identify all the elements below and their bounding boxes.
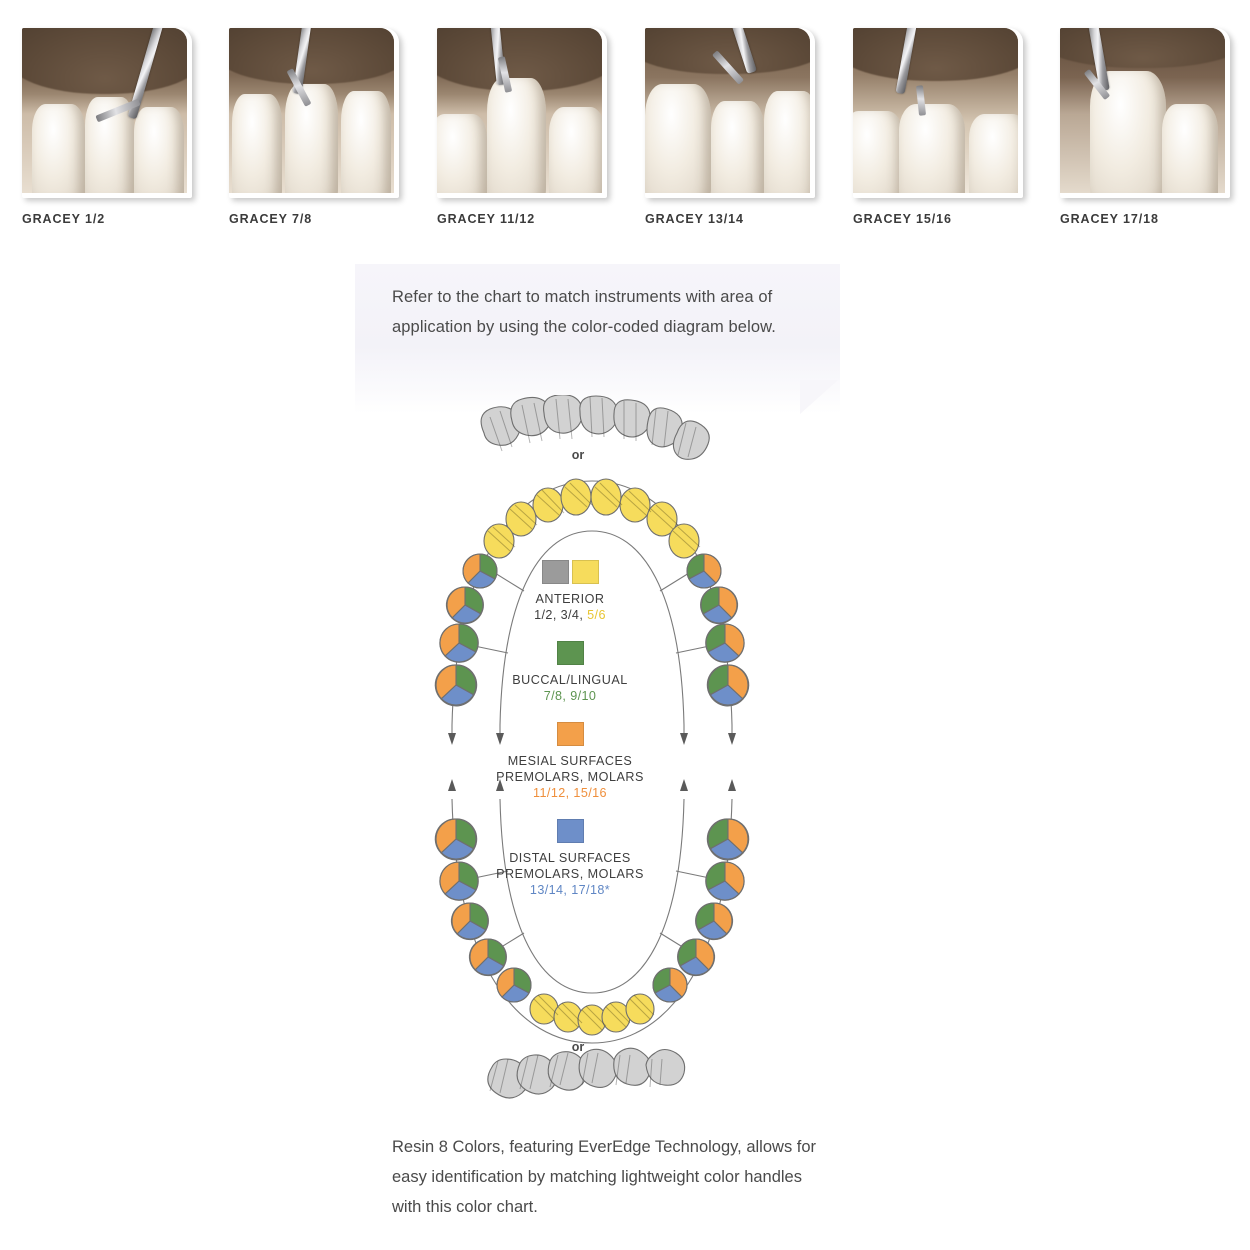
photo-card-gracey-17-18[interactable] <box>1060 28 1230 226</box>
photo-card-gracey-11-12[interactable] <box>437 28 607 226</box>
legend-title-mesial-line2: PREMOLARS, MOLARS <box>496 770 644 784</box>
photo-frame <box>645 28 815 198</box>
clinical-photo-distal-molar-icon <box>1060 28 1225 193</box>
legend-group-mesial <box>470 722 670 802</box>
legend-swatches-anterior <box>470 560 670 584</box>
legend-codes-buccal-lingual <box>470 688 670 705</box>
legend-title-anterior: ANTERIOR <box>535 592 605 606</box>
clinical-photo-mesial-premolar-icon <box>437 28 602 193</box>
swatch-green <box>557 641 584 665</box>
bottom-note: Resin 8 Colors, featuring EverEdge Technology, allows for easy identification by matching lightweight color handles with this color chart. <box>392 1138 817 1216</box>
swatch-blue <box>557 819 584 843</box>
callout-text: Refer to the chart to match instruments with area of application by using the color-coded diagram below. <box>392 288 776 336</box>
legend-group-distal <box>470 819 670 899</box>
clinical-photo-distal-premolar-icon <box>645 28 810 193</box>
photo-card-gracey-15-16[interactable] <box>853 28 1023 226</box>
photo-card-gracey-7-8[interactable] <box>229 28 399 226</box>
legend-codes-highlight: 13/14, 17/18* <box>529 883 611 897</box>
legend-swatches-mesial <box>470 722 670 746</box>
legend-title-buccal-lingual: BUCCAL/LINGUAL <box>512 673 628 687</box>
photo-frame <box>229 28 399 198</box>
legend-title-distal-line2: PREMOLARS, MOLARS <box>496 867 644 881</box>
legend-codes-highlight: 11/12, 15/16 <box>533 786 607 800</box>
legend-codes-distal <box>470 882 670 899</box>
photo-frame <box>1060 28 1230 198</box>
lower-gray-anterior-row <box>488 1048 685 1098</box>
swatch-gray <box>542 560 569 584</box>
callout-box <box>355 264 840 414</box>
upper-gray-anterior-row <box>481 395 709 459</box>
legend-codes-highlight: 5/6 <box>587 608 606 622</box>
swatch-orange <box>557 722 584 746</box>
photo-label: GRACEY 1/2 <box>22 212 106 226</box>
legend-codes-plain: 1/2, 3/4, <box>534 608 588 622</box>
photo-label: GRACEY 7/8 <box>229 212 313 226</box>
legend-group-buccal-lingual <box>470 641 670 705</box>
instrument-photo-strip <box>22 28 1230 243</box>
photo-card-gracey-13-14[interactable] <box>645 28 815 226</box>
photo-frame <box>853 28 1023 198</box>
photo-frame <box>437 28 607 198</box>
legend-group-anterior <box>470 560 670 624</box>
photo-frame <box>22 28 192 198</box>
legend-title-mesial: MESIAL SURFACES <box>507 754 633 768</box>
legend <box>470 560 670 916</box>
legend-codes-anterior <box>470 607 670 624</box>
photo-card-gracey-1-2[interactable] <box>22 28 192 226</box>
clinical-photo-mesial-molar-icon <box>853 28 1018 193</box>
upper-right-posterior-teeth <box>687 554 749 706</box>
photo-label: GRACEY 15/16 <box>853 212 952 226</box>
legend-swatches-distal <box>470 819 670 843</box>
legend-codes-highlight: 7/8, 9/10 <box>543 689 597 703</box>
photo-label: GRACEY 13/14 <box>645 212 744 226</box>
swatch-yellow <box>572 560 599 584</box>
clinical-photo-anterior-icon <box>22 28 187 193</box>
or-label-lower: or <box>571 1040 585 1054</box>
legend-swatches-buccal-lingual <box>470 641 670 665</box>
legend-title-distal: DISTAL SURFACES <box>509 851 631 865</box>
upper-anterior-teeth <box>484 479 699 558</box>
legend-codes-mesial <box>470 785 670 802</box>
photo-label: GRACEY 17/18 <box>1060 212 1159 226</box>
clinical-photo-buccal-lingual-icon <box>229 28 394 193</box>
or-label-upper: or <box>571 448 585 462</box>
lower-anterior-teeth <box>530 994 654 1035</box>
photo-label: GRACEY 11/12 <box>437 212 536 226</box>
